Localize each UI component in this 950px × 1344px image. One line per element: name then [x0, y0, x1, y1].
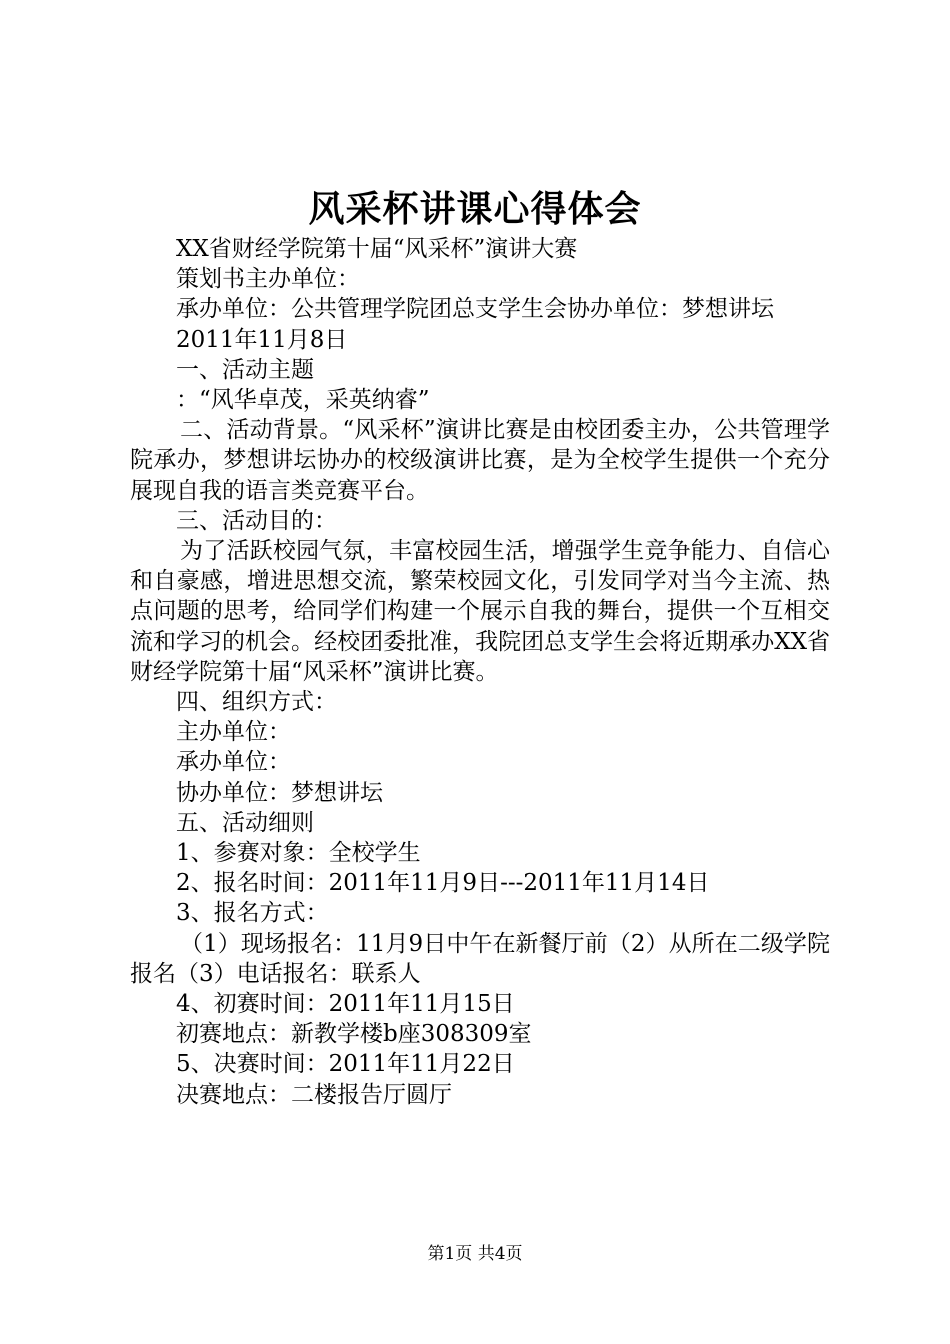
paragraph-registration-time: 2、报名时间：2011年11月9日---2011年11月14日	[176, 870, 710, 897]
paragraph-background: 二、活动背景。“风采杯”演讲比赛是由校团委主办，公共管理学院承办，梦想讲坛协办的校级演讲比赛，是为全校学生提供一个充分展现自我的语言类竞赛平台。	[130, 417, 830, 504]
document-title: 风采杯讲课心得体会	[308, 188, 642, 230]
paragraph-host-units: 承办单位：公共管理学院团总支学生会协办单位：梦想讲坛	[176, 296, 774, 323]
document-body	[130, 234, 830, 1110]
paragraph-registration-details: （1）现场报名：11月9日中午在新餐厅前（2）从所在二级学院报名（3）电话报名：联系人	[130, 930, 830, 987]
paragraph-contest-name: XX省财经学院第十届“风采杯”演讲大赛	[176, 236, 578, 262]
paragraph-prelim-location: 初赛地点：新教学楼b座308309室	[176, 1021, 532, 1048]
paragraph-purpose: 为了活跃校园气氛，丰富校园生活，增强学生竞争能力、自信心和自豪感，增进思想交流，繁荣校园文化，引发同学对当今主流、热点问题的思考，给同学们构建一个展示自我的舞台，提供一个互相交流和学习的机会。经校团委批准，我院团总支学生会将近期承办XX省财经学院第十届“风采杯”演讲比赛。	[130, 538, 830, 685]
paragraph-final-location: 决赛地点：二楼报告厅圆厅	[176, 1081, 452, 1108]
page-footer: 第1页 共4页	[427, 1244, 523, 1264]
heading-purpose: 三、活动目的：	[176, 507, 337, 534]
paragraph-co-organizer: 协办单位：梦想讲坛	[176, 779, 383, 806]
paragraph-organizer: 策划书主办单位：	[176, 266, 360, 293]
paragraph-host: 承办单位：	[176, 749, 291, 776]
paragraph-final-time: 5、决赛时间：2011年11月22日	[176, 1051, 515, 1078]
heading-theme: 一、活动主题	[176, 356, 314, 383]
heading-rules: 五、活动细则	[176, 809, 314, 836]
paragraph-theme: ：“风华卓茂，采英纳睿”	[176, 387, 430, 414]
paragraph-date: 2011年11月8日	[176, 326, 348, 353]
paragraph-registration-method: 3、报名方式：	[176, 900, 329, 927]
paragraph-participants: 1、参赛对象：全校学生	[176, 840, 421, 867]
paragraph-prelim-time: 4、初赛时间：2011年11月15日	[176, 991, 515, 1018]
paragraph-sponsor: 主办单位：	[176, 719, 291, 746]
heading-organization: 四、组织方式：	[176, 689, 337, 716]
